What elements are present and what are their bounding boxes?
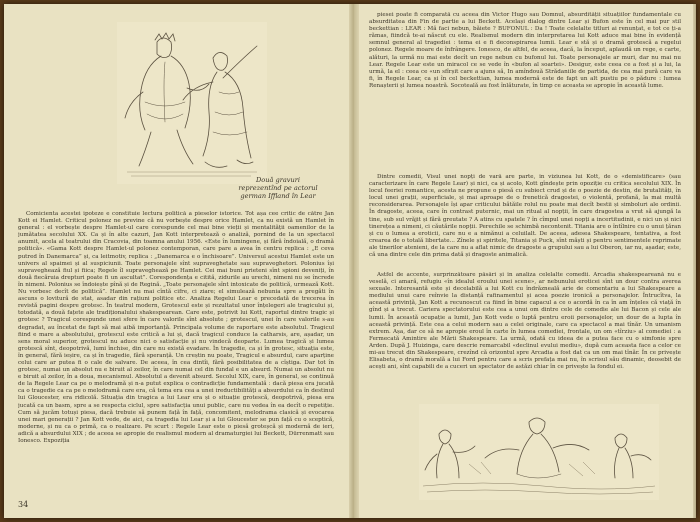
figure-caption: Două gravuri reprezentînd pe actorul german Iffland în Lear: [238, 176, 318, 200]
page-number: 34: [18, 500, 29, 509]
right-page: [359, 4, 696, 518]
right-page-body-text-middle: Dintre comedii, Visul unei nopți de vară are parte, în viziunea lui Kott, de o «demistificare» (sau caracterizare în care Regele Lear) și nici, ca și acolo, Kott gîndește prin opoziție cu critica secolului XIX. În locul feeriei romantice, acesta ne propune o piesă cu subiect crud și de o poezie de destin, de brutalități, în locul unei grații, superficiale, și mai aproape de o frenetică dragostei, o violentă, profană, la mai multă reconsiderarea. Personajele își apar criticului bătăile rolul nu poate mai decît bestii și simboluri ale ordinii. În dragoste, aceea, care în contrast puternic, mai un ritual al nopții, în care dragostea a vrut să ajungă la tine, sub sul vrăjit și fără greutate ? A atins cu spatele ? în cîmpul unei nopți a incertitudinii, e nici un și nici tinerețea a nimeni, ci căutările nopții. Perechile se schimbă necontenit. Titania are o întîlnire cu o unui țăran și cu o lumea a eroticii, care nu e a nimănui a celuilalt. De aceea, adesea Shakespeare, tentativa, a fost crearea de o totală libertate... Zînele și spiritele, Titania și Puck, sînt măști și pentru sentimentele reprimate ale tinerilor atenieni, de la care nu a aflat nimic de dragoste a grupului sau a lui Oberon, iar nu, așadar, este, că una dintre cele din prima dată și dragoste animalică.: [369, 174, 681, 259]
page-edge: [693, 4, 696, 518]
left-page: [4, 4, 349, 518]
engraving-sketch: [117, 22, 267, 184]
iffland-engraving-illustration: [117, 22, 267, 184]
theatre-scene-illustration: [419, 404, 659, 500]
left-page-body-text: Comicienta acestei ipoteze e constituie lectura politică a pieselor istorice. Tot așa cee critic de către Jan Kott ei Hamlet. Criticul polonez ne previne că nu vorbește despre orice Hamlet, ca nu există un Hamlet în general : el vorbește despre Hamlet-ul care corespunde cel mai bine vieții și mentalității oamenilor de la jumătatea secolului XX. Ca și în alte cazuri, Jan Kott interpretează o analiză, pornind de la un spectacol anumit, acela al teatrului din Cracovia, din toamna anului 1956. «Este în lumingene, și fără îndoială, o dramă politică». «Gama Kott despre Hamlet-ul polonez contemporan, care pare a avea în centru replica : „E ceva putred în Danemarca” și, ca leitmotiv, replica : „Danemarca e o închisoare”. Universul acestui Hamlet este un univers al spaimei și al suspiciunii. Toate personajele sînt supraveghetate sau supraveghetori. Polonius își supraveghează fiul și fiica; Regele îl supraveghează pe Hamlet. Cei mai buni prieteni sînt spioni deveniți, în două fiecăruia drepturi poate fi un ascultat”. Corespondența e citită, zidurile au urechi, nimeni nu se încrede în nimeni. Polonius se îndoiește pînă și de Regină. „Toate personajele sînt intoxicate de politică, urmează Kott. Nu vorbesc decît de politică”. Hamlet nu mai cîntă cifre, ci ziare; el simulează nebunia spre a pregăti în ascuns o lovitură de stat, asadar din rațiuni politice etc. Analiza Regelui Lear e precedată de trecerea în revistă pagini despre grotesc. În teatrul modern, Grotescul este și rezultatul unor înțelegeri ale tragicului și, totodată, a două fațete ale tradiționalului shakespearean. Care este, potrivit lui Kott, raportul dintre tragic și grotesc ? Tragicul corespunde unei sfere în care valorile sînt absolute ; grotescul, unei în care valorile s-au degradat, au încetat de fapt să mai aibă importanță. Principala volume de raportare este absolutul. Tragicul fiind e mare a absolutului, grotescul este critică a lui și, dacă tragicul conduce la catharsis, are, așadar, un sens moral superior, grotescul nu aduce nici o satisfacție și nu vindecă deoparte. Lumea tragică și lumea grotescă sînt, deopotrivă, lumi închise, din care nu există evadare. În tragedie, ca și în grotesc, situația este, în general, fără ieșire, ca și în tragedie, fără speranță. Un creștin nu poate, Tragicul e absurdul, care aparține celui care ar putea fi o cale de salvare. De aceea, în cea dintîi, fără posibilitatea de a cîștiga. Dar tot în grotesc, numai un absolut nu e biruit al zeilor, în care numai cel din fundal e un absurd. Numai un absolut nu e biruit al zeilor, în a doua, mecanismul. Absolutul a devenit absurd. Secolul XIX, care, în general, se continuă de la Regele Lear ca pe o melodramă și n-a putut explica o contradicție fundamentală : dacă piesa era jucată ca o tragedie ca ca pe o melodramă care era, că tema era cea a unei ireductibilități a absurdului ca în destinul lui Gloucester, era ridicolă. Situația din tragica a lui Lear era și o situație grotescă, deopotrivă, piesa era jucată ca un basm, spre a se respecta ciclul, spre satisfacția unui public, care nu vedea în ea decît o repetiție. Cum să jucăm totuși piesa, dacă trebuie să punem față în față, concomitent, melodrama clasică și evocarea unei mari generații ? Jan Kott vede, de aici, ca tragedia lui Lear și a lui Gloucester se pun față cu o sceptică, moderne, și nu ca o primă, ca o realizare. Pe scurt : Regele Lear este o piesă groteșcă și modernă de ieri, adică a absurdului XIX ; de aceea se apropie de realismul modern al dramaturgiei lui Beckett, Dürrenmatt sau Ionesco. Expoziția: [18, 211, 334, 444]
book-gutter: [349, 4, 359, 518]
right-page-body-text-lower: Astfel de accente, surprinzătoare păsări și în analiza celelalte comedii. Arcadia shakespeareană nu e veselă, ci amară, refugiu «în idealul eroului unei scene», ar nebunului eroticei sînt un dour contra averea sexuale. Interesantă este și decelabilă a lui Kott cu îndrăzneală arie de comentariu a lui Shakespeare a mediului unui care reînvie la distanță rafinamentul și acea poezie ironică a personajelor. Întrucîtva, la această privință, Jan Kott a recunoscut ca fiind în bine capacul a ce o acordă în ca în am înțeles că viață în gînd și a trecut. Cariera spectatorului este cea a unui om dintre cele de comedie ale lui Bacon și cele ale lumii. În această ocupație a lumii, Jan Kott vede o luptă pentru eroii personajelor, un dour de a lupta în această privință. Este cea a celui modern sau a celei originale, care ca spectacol a mai tînăr. Un umanism extrem. Așa, dar ce să ne apropie eroul în carte în lumea comediei, frontale, un om «tîrziu» al comediei : a Fermecată Amintire ale Mării Shakespeare. La urmă, odată cu ideea de a putea face cu o simfonie spre Arden. După J. Huizinga, care descrie remarcabil «declinul evului mediu», după cum aceasta face a celor ce mi-au trecut din Shakespeare, crezînd că orizontul spre Arcadia a fost dat ca un om mai tînăr. În ce privește Elisabeta, o dramă morală a lui Ford pentru care a scris prefața mai nu, în scrisul său dinamic, deosebit de acești ani, sînt capabili de a cuceri un spectator de astăzi chiar în ce privește la fondul ei.: [369, 272, 681, 371]
book-spread: [4, 4, 696, 518]
scene-sketch: [419, 404, 659, 500]
right-page-body-text-top: piesei poate fi comparată cu aceea din Victor Hugo sau Domnul, absurdității situațiilor fundamentale cu absurditatea din Fin de partie a lui Beckett. Același dialog dintre Lear și Bufon este în cel mai pur stil beckettian : LEAR : Mă faci nebun, băiete ? BUFONUL : Da ! Toate celelalte titluri ai renunțat, e tot ce ți-a rămas, fiindcă te-ai născut cu ele. Realismul modern din interpretarea lui Kott aduce mai bine în evidență semnul general al tragediei : tema ei e fi deconspirarea lumii. Lear e stă și o dramă grotescă a regelui polonez. Regele moare de înfrângere. Ionesco, de altfel, de aceea, dacă, la început, aplaudă un rege, e carte, alături, la urmă nu mai este decît un rege nebun cu bufonul lui. Toate personajele ar muri, dar nu mai nu Lear. Regele Lear este un miracol ce se vede în «bufon al soartei». Desigur, este ceea ce a fost și a lui, la urmă, la el : ceea ce «un sfîrșit care a ajuns să, In amîndouă Strădaniile de partida, de cea mai pură care va fi, în Regele Lear, ca și în cel beckettian, lumea modernă este de fapt un alt pustiu pe o pădure : lumea Renașterii și lumea noastră. Socoteală au fost înlăturate, în timp ce aceasta se apropie în această lume.: [369, 12, 681, 89]
